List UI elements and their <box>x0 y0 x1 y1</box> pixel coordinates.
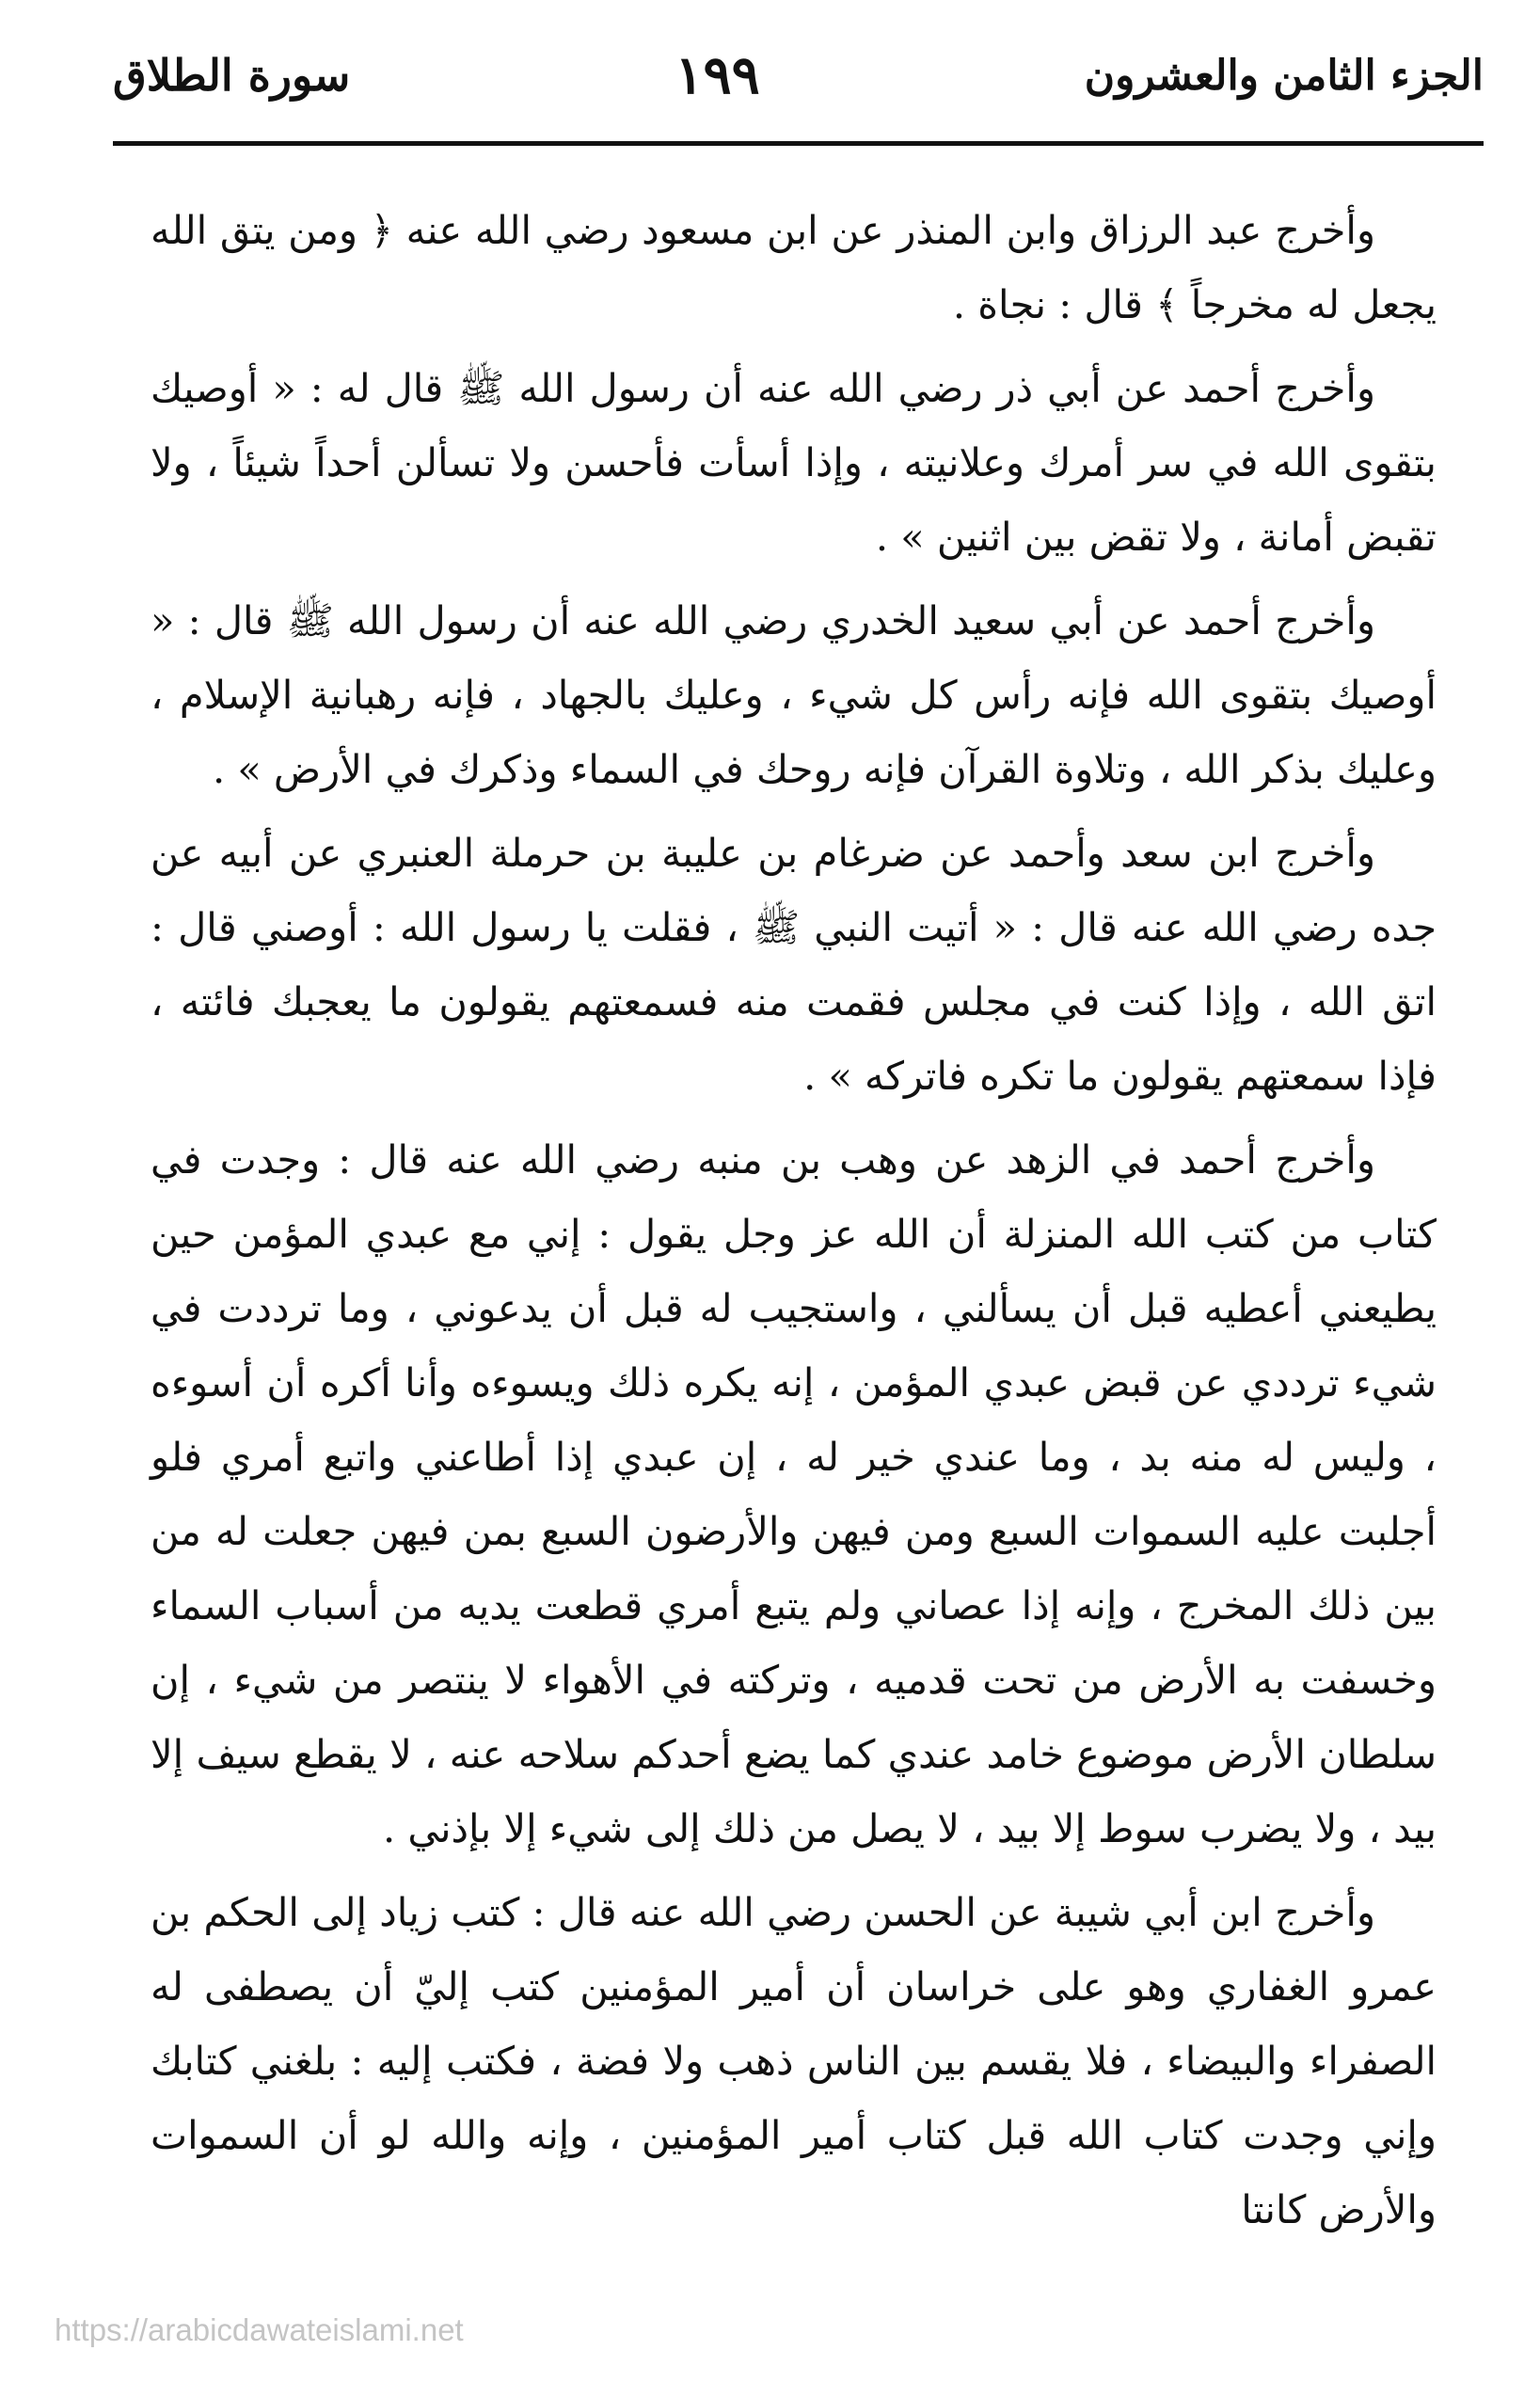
part-label: الجزء الثامن والعشرون <box>1084 51 1484 100</box>
page-body <box>151 193 1437 2256</box>
paragraph: وأخرج ابن أبي شيبة عن الحسن رضي الله عنه قال : كتب زياد إلى الحكم بن عمرو الغفاري وهو على خراسان أن أمير المؤمنين كتب إليّ أن يصطفى له الصفراء والبيضاء ، فلا يقسم بين الناس ذهب ولا فضة ، فكتب إليه : بلغني كتابك وإني وجدت كتاب الله قبل كتاب أمير المؤمنين ، وإنه والله لو أن السموات والأرض كانتا <box>151 1889 1437 2232</box>
paragraph: وأخرج أحمد عن أبي ذر رضي الله عنه أن رسول الله ﷺ قال له : « أوصيك بتقوى الله في سر أمرك وعلانيته ، وإذا أسأت فأحسن ولا تسألن أحداً شيئاً ، ولا تقبض أمانة ، ولا تقض بين اثنين » . <box>151 365 1437 560</box>
surah-name: سورة الطلاق <box>113 50 351 101</box>
paragraph: وأخرج ابن سعد وأحمد عن ضرغام بن عليبة بن حرملة العنبري عن أبيه عن جده رضي الله عنه قال : « أتيت النبي ﷺ ، فقلت يا رسول الله : أوصني قال : اتق الله ، وإذا كنت في مجلس فقمت منه فسمعتهم يقولون ما يعجبك فائته ، فإذا سمعتهم يقولون ما تكره فاتركه » . <box>151 830 1437 1099</box>
page-header <box>113 38 1484 113</box>
header-divider <box>113 141 1484 146</box>
paragraph: وأخرج أحمد عن أبي سعيد الخدري رضي الله عنه أن رسول الله ﷺ قال : « أوصيك بتقوى الله فإنه رأس كل شيء ، وعليك بالجهاد ، فإنه رهبانية الإسلام ، وعليك بذكر الله ، وتلاوة القرآن فإنه روحك في السماء وذكرك في الأرض » . <box>151 597 1437 792</box>
paragraph: وأخرج أحمد في الزهد عن وهب بن منبه رضي الله عنه قال : وجدت في كتاب من كتب الله المنزلة أن الله عز وجل يقول : إني مع عبدي المؤمن حين يطيعني أعطيه قبل أن يسألني ، واستجيب له قبل أن يدعوني ، وما ترددت في شيء ترددي عن قبض عبدي المؤمن ، إنه يكره ذلك ويسوءه وأنا أكره أن أسوءه ، وليس له منه بد ، وما عندي خير له ، إن عبدي إذا أطاعني واتبع أمري فلو أجلبت عليه السموات السبع ومن فيهن والأرضون السبع بمن فيهن جعلت له من بين ذلك المخرج ، وإنه إذا عصاني ولم يتبع أمري قطعت يديه من أسباب السماء وخسفت به الأرض من تحت قدميه ، وتركته في الأهواء لا ينتصر من شيء ، إن سلطان الأرض موضوع خامد عندي كما يضع أحدكم سلاحه عنه ، لا يقطع سيف إلا بيد ، ولا يضرب سوط إلا بيد ، لا يصل من ذلك إلى شيء إلا بإذني . <box>151 1136 1437 1851</box>
page-number: ١٩٩ <box>675 44 760 106</box>
watermark-url: https://arabicdawateislami.net <box>55 2312 464 2347</box>
paragraph: وأخرج عبد الرزاق وابن المنذر عن ابن مسعود رضي الله عنه ﴿ ومن يتق الله يجعل له مخرجاً ﴾ قال : نجاة . <box>151 207 1437 327</box>
